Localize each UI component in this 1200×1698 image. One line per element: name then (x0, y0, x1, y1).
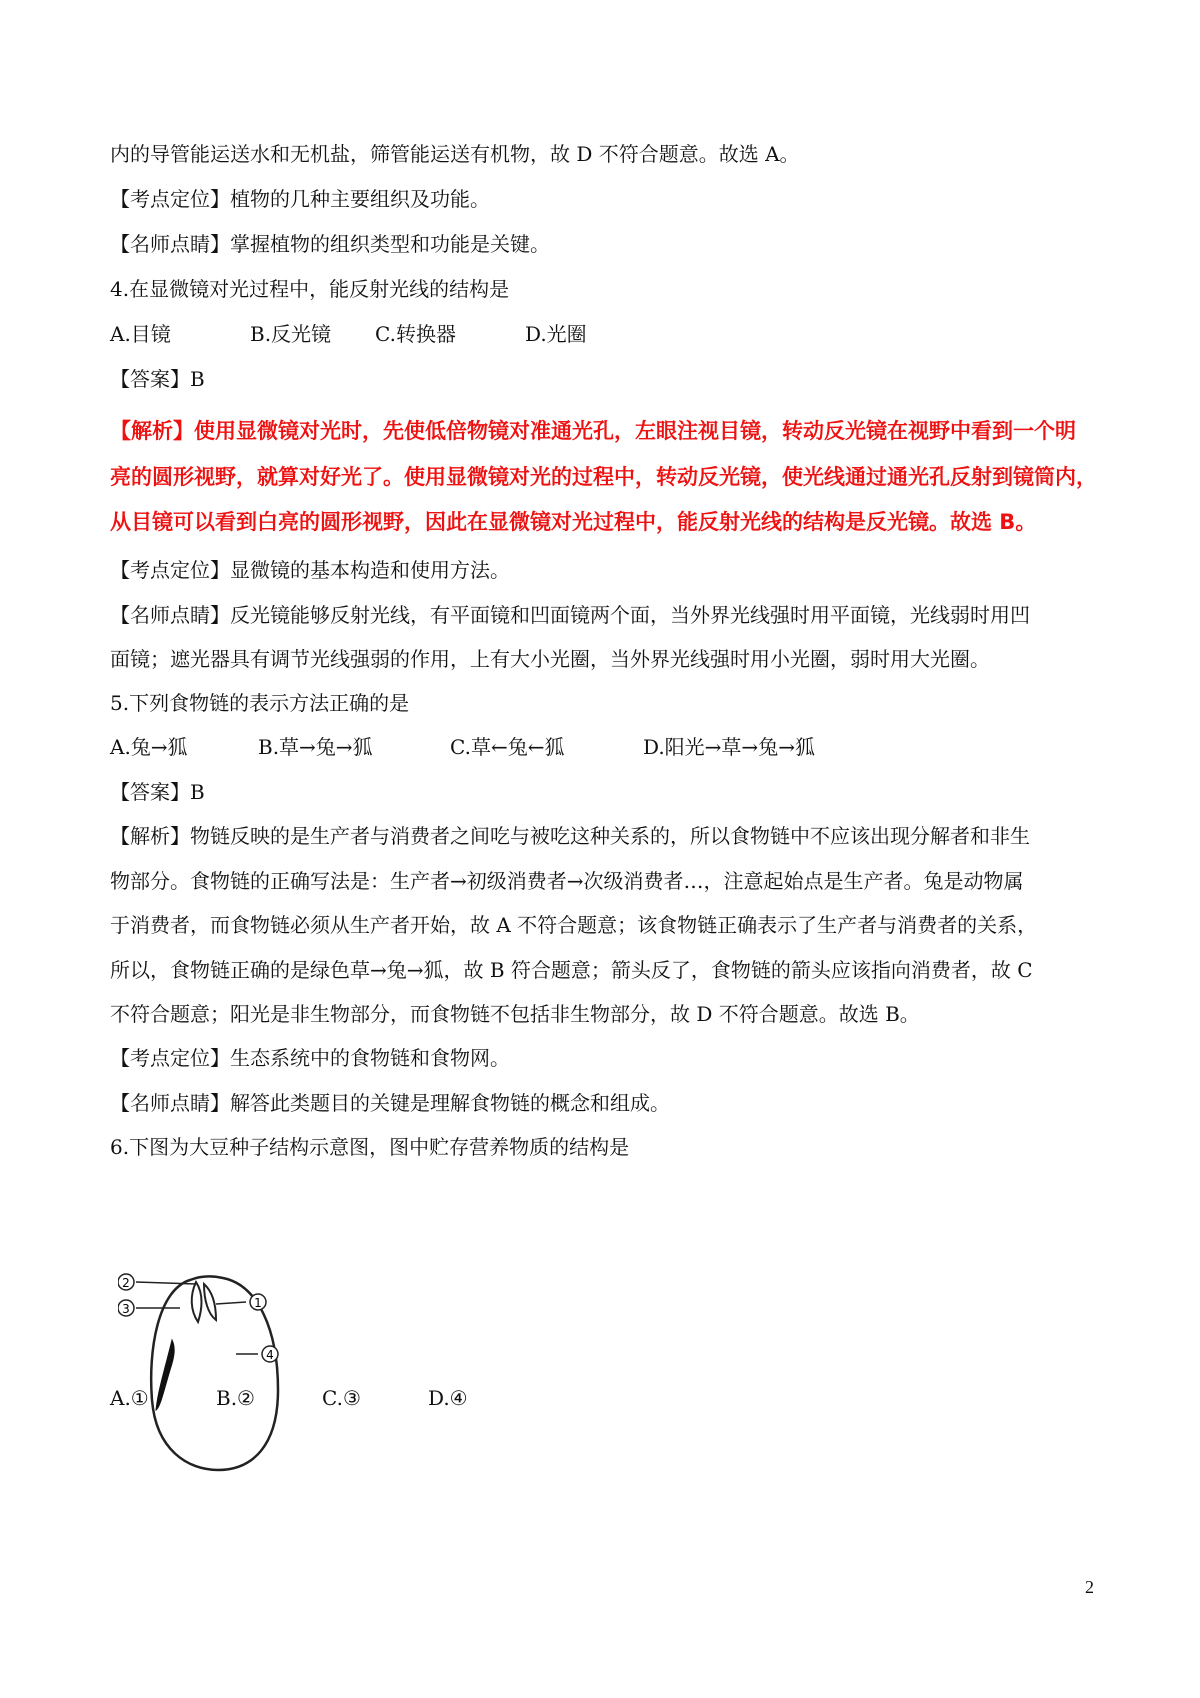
option-b: B.② (216, 1386, 255, 1410)
teacher-comment-4-line-2: 面镜；遮光器具有调节光线强弱的作用，上有大小光圈，当外界光线强时用小光圈，弱时用大光圈。 (110, 647, 990, 671)
exam-point-5: 【考点定位】生态系统中的食物链和食物网。 (110, 1046, 510, 1070)
svg-text:2: 2 (122, 1276, 130, 1290)
label-1 (250, 1294, 266, 1310)
question-5-options (110, 734, 1100, 760)
option-d: D.④ (428, 1386, 468, 1410)
label-2 (118, 1274, 134, 1290)
teacher-comment-4-line-1: 【名师点睛】反光镜能够反射光线，有平面镜和凹面镜两个面，当外界光线强时用平面镜，光线弱时用凹 (110, 603, 1030, 627)
exam-point-label: 【考点定位】植物的几种主要组织及功能。 (110, 187, 490, 211)
option-d: D.阳光→草→兔→狐 (643, 735, 815, 759)
option-a: A.目镜 (110, 322, 171, 346)
answer-5: 【答案】B (110, 780, 205, 804)
teacher-comment: 【名师点睛】掌握植物的组织类型和功能是关键。 (110, 232, 550, 256)
analysis-5-line-2: 物部分。食物链的正确写法是：生产者→初级消费者→次级消费者…，注意起始点是生产者。兔是动物属 (110, 869, 1024, 893)
label-4 (262, 1346, 278, 1362)
option-c: C.③ (322, 1386, 361, 1410)
label-3 (118, 1300, 134, 1316)
analysis-4-line-2: 亮的圆形视野，就算对好光了。使用显微镜对光的过程中，转动反光镜，使光线通过通光孔反射到镜筒内， (110, 465, 1097, 489)
svg-text:4: 4 (266, 1348, 274, 1362)
option-b: B.草→兔→狐 (258, 735, 373, 759)
analysis-4-line-1: 【解析】使用显微镜对光时，先使低倍物镜对准通光孔，左眼注视目镜，转动反光镜在视野中看到一个明 (110, 419, 1076, 443)
svg-text:1: 1 (254, 1296, 262, 1310)
question-4-options (110, 321, 1100, 347)
soybean-seed-diagram (118, 1270, 318, 1480)
answer-4: 【答案】B (110, 367, 205, 391)
exam-point-4: 【考点定位】显微镜的基本构造和使用方法。 (110, 558, 510, 582)
option-b: B.反光镜 (250, 322, 332, 346)
analysis-5-line-5: 不符合题意；阳光是非生物部分，而食物链不包括非生物部分，故 D 不符合题意。故选 B。 (110, 1002, 920, 1026)
question-6: 6.下图为大豆种子结构示意图，图中贮存营养物质的结构是 (110, 1135, 630, 1159)
option-c: C.草←兔←狐 (450, 735, 565, 759)
question-5: 5.下列食物链的表示方法正确的是 (110, 691, 410, 715)
question-4: 4.在显微镜对光过程中，能反射光线的结构是 (110, 277, 510, 301)
option-a: A.兔→狐 (110, 735, 188, 759)
option-d: D.光圈 (525, 322, 587, 346)
analysis-5-line-3: 于消费者，而食物链必须从生产者开始，故 A 不符合题意；该食物链正确表示了生产者与消费者的关系， (110, 913, 1038, 937)
analysis-5-line-1: 【解析】物链反映的是生产者与消费者之间吃与被吃这种关系的，所以食物链中不应该出现分解者和非生 (110, 824, 1030, 848)
option-c: C.转换器 (375, 322, 456, 346)
page-number: 2 (1085, 1577, 1094, 1597)
option-a: A.① (110, 1386, 149, 1410)
text-line: 内的导管能运送水和无机盐，筛管能运送有机物，故 D 不符合题意。故选 A。 (110, 142, 800, 166)
analysis-5-line-4: 所以，食物链正确的是绿色草→兔→狐，故 B 符合题意；箭头反了，食物链的箭头应该指向消费者，故 C (110, 958, 1033, 982)
analysis-4-line-3: 从目镜可以看到白亮的圆形视野，因此在显微镜对光过程中，能反射光线的结构是反光镜。故选 B。 (110, 510, 1037, 534)
question-6-options (110, 1385, 1100, 1411)
teacher-comment-5: 【名师点睛】解答此类题目的关键是理解食物链的概念和组成。 (110, 1091, 670, 1115)
svg-text:3: 3 (122, 1302, 130, 1316)
